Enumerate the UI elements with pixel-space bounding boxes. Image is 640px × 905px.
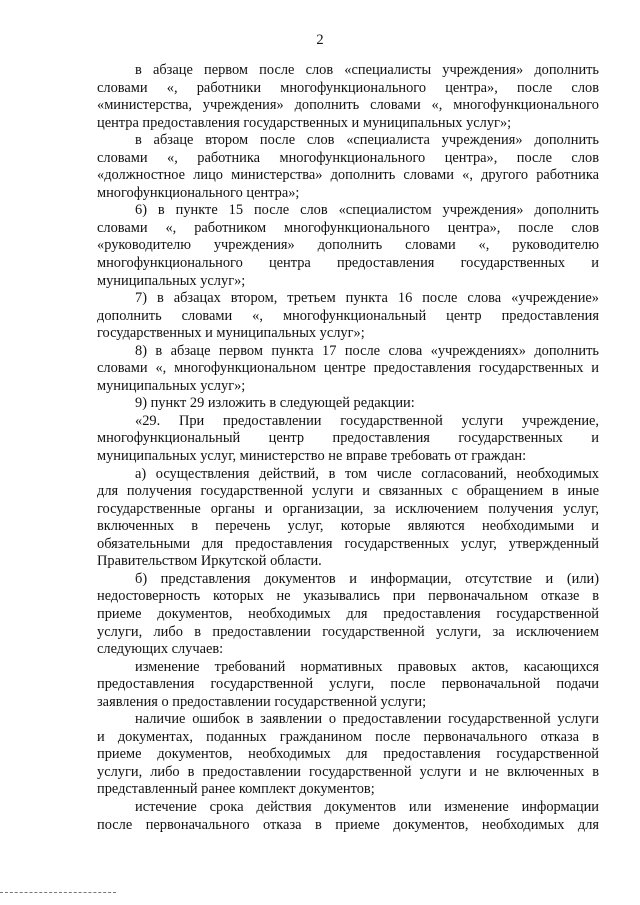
text-line: муниципальных услуг, министерство не вправе требовать от граждан:: [97, 448, 527, 465]
text-line: словами «, работники многофункционального центра», после слов: [97, 79, 599, 96]
footer-rule: [0, 892, 116, 893]
text-line: следующих случаев:: [97, 641, 224, 658]
text-line: «министерства, учреждения» дополнить словами «, многофункционального: [97, 97, 599, 114]
text-line: а) осуществления действий, в том числе согласований, необходимых: [135, 465, 599, 482]
text-line: недостоверность которых не указывались при первоначальном отказе в: [97, 588, 599, 605]
text-line: муниципальных услуг»;: [97, 272, 246, 289]
text-line: заявления о предоставлении государственной услуги;: [97, 693, 427, 710]
text-line: 7) в абзацах втором, третьем пункта 16 после слова «учреждение»: [135, 290, 599, 307]
text-line: «руководителю учреждения» дополнить словами «, руководителю: [97, 237, 599, 254]
document-body: [97, 62, 599, 834]
text-line: многофункциональный центр предоставления государственных и: [97, 430, 599, 447]
text-line: изменение требований нормативных правовых актов, касающихся: [135, 658, 599, 675]
text-line: приеме документов, необходимых для предоставления государственной: [97, 746, 599, 763]
text-line: в абзаце втором после слов «специалиста учреждения» дополнить: [135, 132, 599, 149]
text-line: 9) пункт 29 изложить в следующей редакции:: [135, 395, 415, 412]
text-line: словами «, работника многофункционального центра», после слов: [97, 149, 599, 166]
text-line: приеме документов, необходимых для предоставления государственной: [97, 605, 599, 622]
text-line: 8) в абзаце первом пункта 17 после слова «учреждениях» дополнить: [135, 342, 599, 359]
text-line: «должностное лицо министерства» дополнить словами «, другого работника: [97, 167, 599, 184]
text-line: предоставления государственной услуги, после первоначальной подачи: [97, 676, 599, 693]
text-line: 6) в пункте 15 после слов «специалистом учреждения» дополнить: [135, 202, 599, 219]
text-line: словами «, многофункциональном центре предоставления государственных и: [97, 360, 599, 377]
page-number: 2: [316, 32, 324, 48]
text-line: истечение срока действия документов или изменение информации: [135, 798, 599, 815]
text-line: Правительством Иркутской области.: [97, 553, 322, 570]
text-line: б) представления документов и информации, отсутствие и (или): [135, 570, 599, 587]
text-line: включенных в перечень услуг, которые являются необходимыми и: [97, 518, 599, 535]
text-line: дополнить словами «, многофункциональный центр предоставления: [97, 307, 599, 324]
text-line: государственных и муниципальных услуг»;: [97, 325, 365, 342]
text-line: после первоначального отказа в приеме документов, необходимых для: [97, 816, 599, 833]
text-line: государственные органы и организации, за исключением получения услуг,: [97, 500, 599, 517]
text-line: муниципальных услуг»;: [97, 377, 246, 394]
text-line: для получения государственной услуги и связанных с обращением в иные: [97, 483, 599, 500]
text-line: многофункционального центра предоставления государственных и: [97, 255, 599, 272]
text-line: обязательными для предоставления государственных услуг, утвержденный: [97, 535, 599, 552]
text-line: наличие ошибок в заявлении о предоставлении государственной услуги: [135, 711, 599, 728]
text-line: и документах, поданных гражданином после первоначального отказа в: [97, 728, 599, 745]
text-line: услуги, либо в предоставлении государственной услуги и не включенных в: [97, 763, 599, 780]
text-line: в абзаце первом после слов «специалисты учреждения» дополнить: [135, 62, 599, 78]
text-line: словами «, работником многофункционального центра», после слов: [97, 219, 599, 236]
text-line: многофункционального центра»;: [97, 184, 300, 201]
text-line: центра предоставления государственных и муниципальных услуг»;: [97, 114, 512, 131]
text-line: представленный ранее комплект документов;: [97, 781, 375, 798]
text-line: «29. При предоставлении государственной услуги учреждение,: [135, 412, 599, 429]
text-line: услуги, либо в предоставлении государственной услуги, за исключением: [97, 623, 599, 640]
